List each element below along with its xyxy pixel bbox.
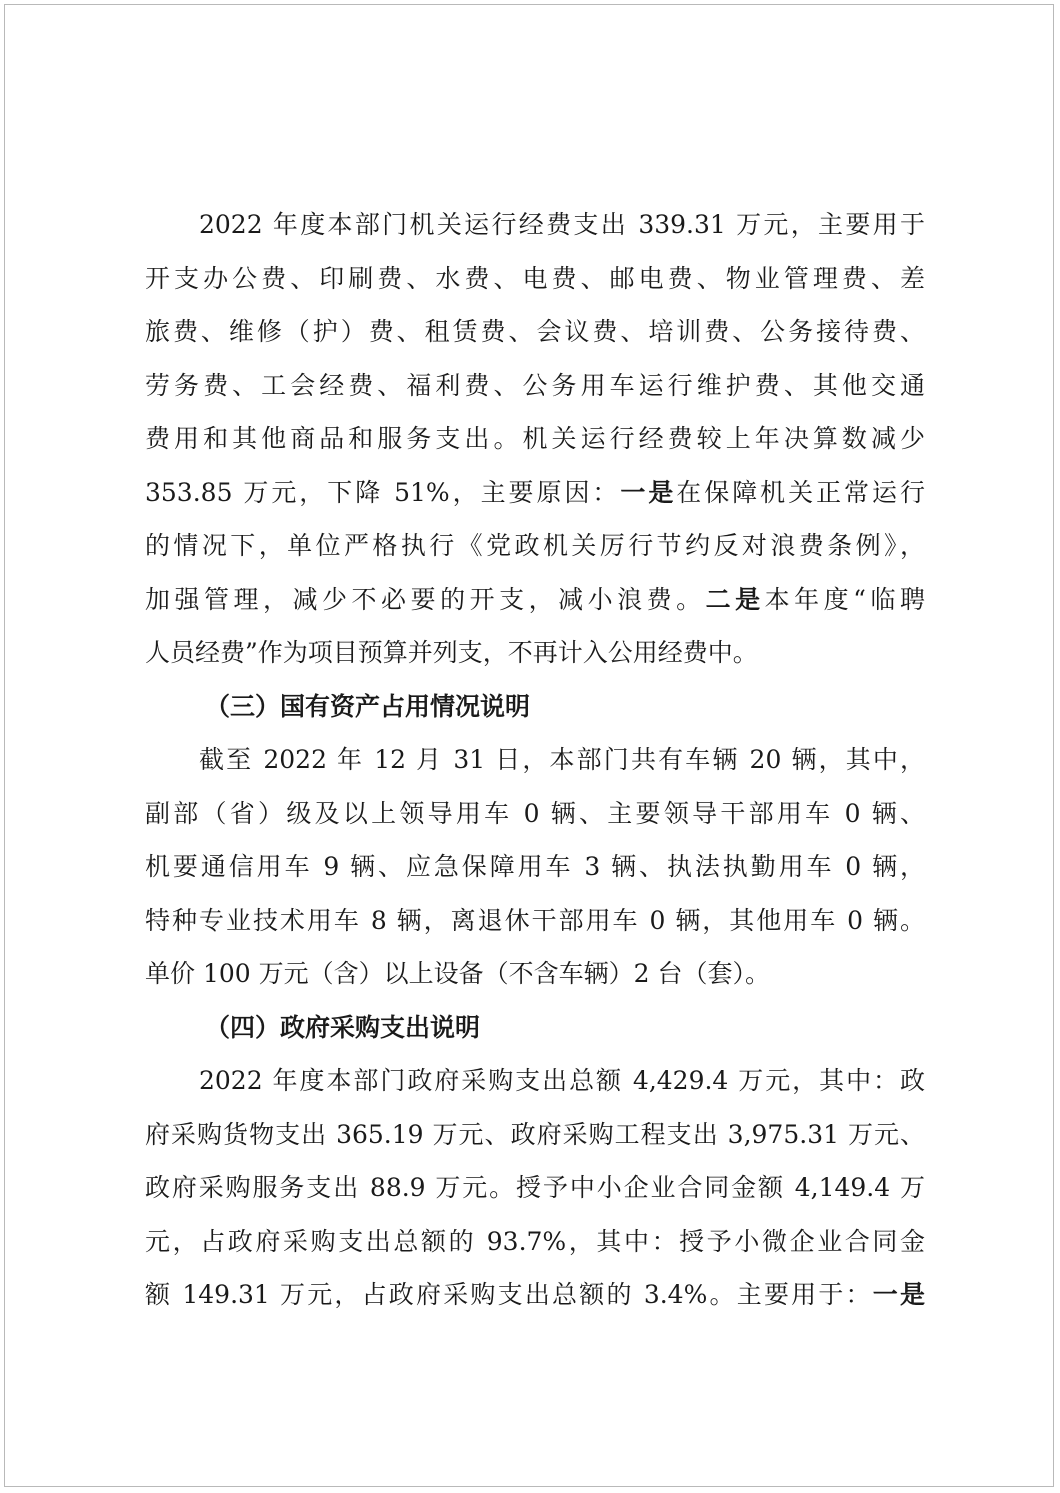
text-line: 的情况下，单位严格执行《党政机关厉行节约反对浪费条例》， — [145, 531, 925, 560]
text-line: 开支办公费、印刷费、水费、电费、邮电费、物业管理费、差 — [145, 263, 925, 293]
text-line — [145, 573, 925, 627]
text-line: 机要通信用车 9 辆、应急保障用车 3 辆、执法执勤用车 0 辆， — [145, 852, 925, 881]
text-line: 单价 100 万元（含）以上设备（不含车辆）2 台（套）。 — [145, 959, 770, 988]
bold-emphasis: 一是 — [620, 477, 677, 507]
text-segment: 本年度“临聘 — [764, 584, 925, 614]
text-line — [145, 1268, 925, 1322]
paragraph-procurement — [145, 1054, 925, 1322]
document-body — [145, 198, 925, 1322]
text-line: 人员经费”作为项目预算并列支，不再计入公用经费中。 — [145, 638, 758, 667]
text-line: 2022 年度本部门机关运行经费支出 339.31 万元，主要用于 — [199, 210, 925, 239]
text-line: 副部（省）级及以上领导用车 0 辆、主要领导干部用车 0 辆、 — [145, 798, 925, 828]
section-heading-state-assets: （三）国有资产占用情况说明 — [205, 691, 531, 721]
text-segment: 在保障机关正常运行 — [676, 477, 925, 507]
text-line: 费用和其他商品和服务支出。机关运行经费较上年决算数减少 — [145, 424, 925, 453]
text-line: 旅费、维修（护）费、租赁费、会议费、培训费、公务接待费、 — [145, 317, 925, 346]
text-line: 截至 2022 年 12 月 31 日，本部门共有车辆 20 辆，其中， — [199, 745, 925, 774]
text-line — [145, 466, 925, 520]
text-line: 府采购货物支出 365.19 万元、政府采购工程支出 3,975.31 万元、 — [145, 1119, 925, 1149]
text-line: 元，占政府采购支出总额的 93.7%，其中：授予小微企业合同金 — [145, 1226, 925, 1256]
bold-emphasis: 二是 — [705, 584, 765, 614]
section-heading-procurement: （四）政府采购支出说明 — [205, 1012, 481, 1042]
text-segment: 353.85 万元，下降 51%，主要原因： — [145, 477, 621, 507]
paragraph-vehicles — [145, 733, 925, 1001]
paragraph-operating-expenses — [145, 198, 925, 680]
text-segment: 加强管理，减少不必要的开支，减小浪费。 — [145, 584, 706, 614]
text-segment: 额 149.31 万元，占政府采购支出总额的 3.4%。主要用于： — [145, 1280, 873, 1309]
text-line: 政府采购服务支出 88.9 万元。授予中小企业合同金额 4,149.4 万 — [145, 1173, 925, 1202]
text-line: 2022 年度本部门政府采购支出总额 4,429.4 万元，其中：政 — [199, 1066, 925, 1095]
text-line: 劳务费、工会经费、福利费、公务用车运行维护费、其他交通 — [145, 370, 925, 400]
bold-emphasis: 一是 — [872, 1280, 925, 1309]
text-line: 特种专业技术用车 8 辆，离退休干部用车 0 辆，其他用车 0 辆。 — [145, 905, 925, 935]
